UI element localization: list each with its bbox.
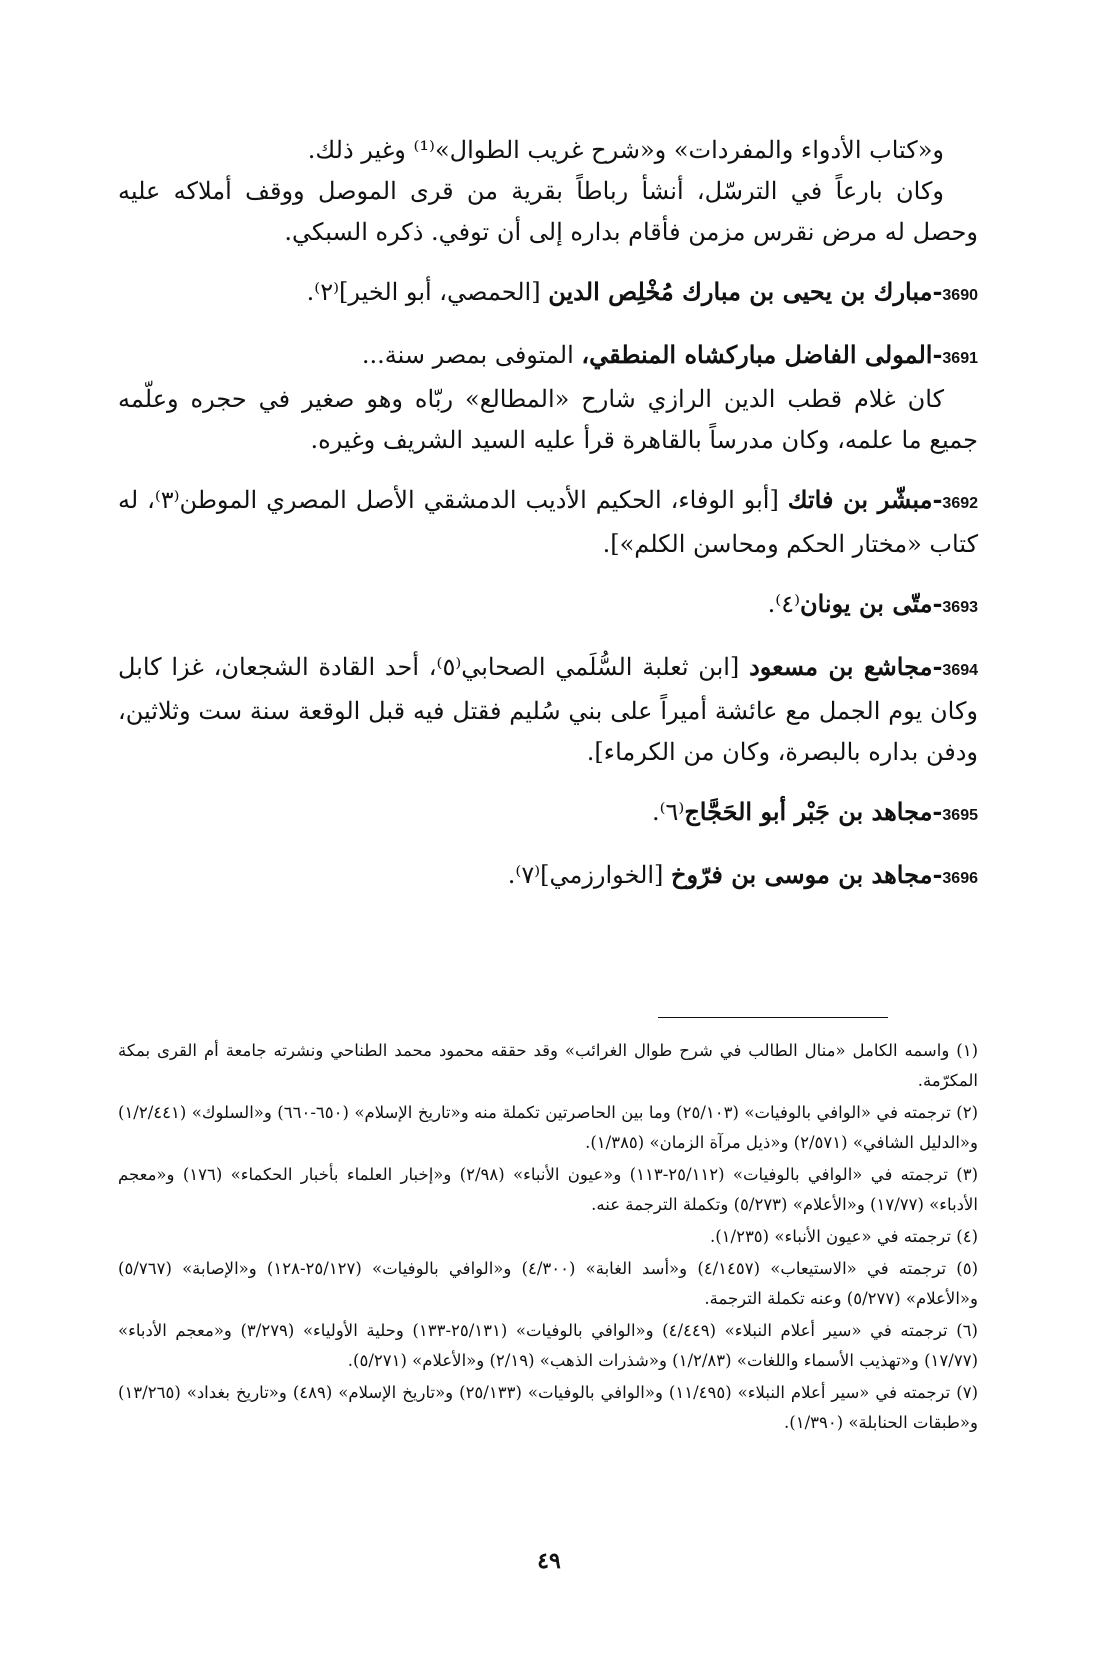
footnote-4: (٤) ترجمته في «عيون الأنباء» (١/٢٣٥). (709, 1227, 978, 1246)
entry-number: 3690 (942, 287, 978, 304)
entry-3690 (118, 271, 978, 316)
entry-number: 3694 (942, 662, 979, 679)
footnote-separator (658, 1017, 888, 1018)
footnote-6: (٦) ترجمته في «سير أعلام النبلاء» (٤/٤٤٩) و«الوافي بالوفيات» (٢٥/١٣١-١٣٣) وحلية الأولياء» (٣/٢٧٩) و«معجم الأدباء» (١٧/٧٧) و«تهذيب الأسماء واللغات» (١/٢/٨٣) و«شذرات الذهب» (٢/١٩) و«الأعلام» (٥/٢٧١). (118, 1321, 978, 1370)
entry-text: [ابن ثعلبة السُّلَمي الصحابي⁽٥⁾، أحد القادة الشجعان، غزا كابل وكان يوم الجمل مع عائشة أميراً على بني سُليم فقتل فيه قبل الوقعة سنة ست وثلاثين، ودفن بداره بالبصرة، وكان من الكرماء]. (118, 653, 978, 766)
entry-3692 (118, 479, 978, 565)
entry-name: -مبارك بن يحيى بن مبارك مُخْلِص الدين (548, 277, 943, 306)
footnote-2: (٢) ترجمته في «الوافي بالوفيات» (٢٥/١٠٣) وما بين الحاصرتين تكملة منه و«تاريخ الإسلام» (٦٥٠-٦٦٠) و«السلوك» (١/٢/٤٤١) و«الدليل الشافي» (٢/٥٧١) و«ذيل مرآة الزمان» (١/٣٨٥). (118, 1103, 978, 1152)
main-text (118, 130, 978, 899)
entry-name: -مجاهد بن موسى بن فرّوخ (671, 860, 943, 889)
entry-text: [الخوارزمي]⁽٧⁾. (507, 861, 672, 889)
continuation-paragraph-2: وكان بارعاً في الترسّل، أنشأ رباطاً بقرية من قرى الموصل ووقف أملاكه عليه وحصل له مرض نقرس مزمن فأقام بداره إلى أن توفي. ذكره السبكي. (118, 177, 978, 246)
entry-text: [أبو الوفاء، الحكيم الأديب الدمشقي الأصل المصري الموطن⁽٣⁾، له كتاب «مختار الحكم ومحاسن الكلم»]. (118, 486, 978, 558)
entry-text: ⁽٤⁾. (767, 590, 800, 618)
entry-name: -المولى الفاضل مباركشاه المنطقي، (581, 340, 943, 369)
entry-name: -مبشّر بن فاتك (787, 485, 943, 514)
page-number: ٤٩ (537, 1548, 561, 1574)
continuation-paragraph: و«كتاب الأدواء والمفردات» و«شرح غريب الطوال»⁽¹⁾ وغير ذلك. (307, 136, 944, 164)
footnote-7: (٧) ترجمته في «سير أعلام النبلاء» (١١/٤٩٥) و«الوافي بالوفيات» (٢٥/١٣٣) و«تاريخ الإسلام» (٤٨٩) و«تاريخ بغداد» (١٣/٢٦٥) و«طبقات الحنابلة» (١/٣٩٠). (118, 1383, 978, 1432)
footnote-1: (١) واسمه الكامل «منال الطالب في شرح طوال الغرائب» وقد حققه محمود محمد الطناحي ونشرته جامعة أم القرى بمكة المكرّمة. (118, 1041, 978, 1090)
entry-3693 (118, 583, 978, 628)
footnote-3: (٣) ترجمته في «الوافي بالوفيات» (٢٥/١١٢-١١٣) و«عيون الأنباء» (٢/٩٨) و«إخبار العلماء بأخبار الحكماء» (١٧٦) و«معجم الأدباء» (١٧/٧٧) و«الأعلام» (٥/٢٧٣) وتكملة الترجمة عنه. (118, 1165, 979, 1214)
entry-3695 (118, 791, 978, 836)
entry-number: 3695 (942, 807, 978, 824)
entry-text: المتوفى بمصر سنة... (361, 341, 582, 369)
entry-text: [الحمصي، أبو الخير]⁽٢⁾. (306, 278, 549, 306)
entry-name: -متّى بن يونان (799, 589, 943, 618)
entry-3691-description: كان غلام قطب الدين الرازي شارح «المطالع» ربّاه وهو صغير في حجره وعلّمه جميع ما علمه، وكان مدرساً بالقاهرة قرأ عليه السيد الشريف وغيره. (118, 385, 978, 454)
entry-3691 (118, 334, 978, 379)
entry-3694 (118, 646, 978, 773)
entry-number: 3696 (942, 870, 978, 887)
entry-number: 3691 (942, 350, 978, 367)
footnotes (118, 1036, 978, 1440)
entry-name: -مجاهد بن جَبْر أبو الحَجَّاج (684, 797, 943, 826)
entry-number: 3693 (942, 599, 978, 616)
footnote-5: (٥) ترجمته في «الاستيعاب» (٤/١٤٥٧) و«أسد الغابة» (٤/٣٠٠) و«الوافي بالوفيات» (٢٥/١٢٧-١٢٨) و«الإصابة» (٥/٧٦٧) و«الأعلام» (٥/٢٧٧) وعنه تكملة الترجمة. (118, 1259, 978, 1308)
entry-text: ⁽٦⁾. (651, 798, 685, 826)
entry-number: 3692 (942, 495, 979, 512)
entry-3696 (118, 854, 978, 899)
entry-name: -مجاشع بن مسعود (749, 652, 943, 681)
